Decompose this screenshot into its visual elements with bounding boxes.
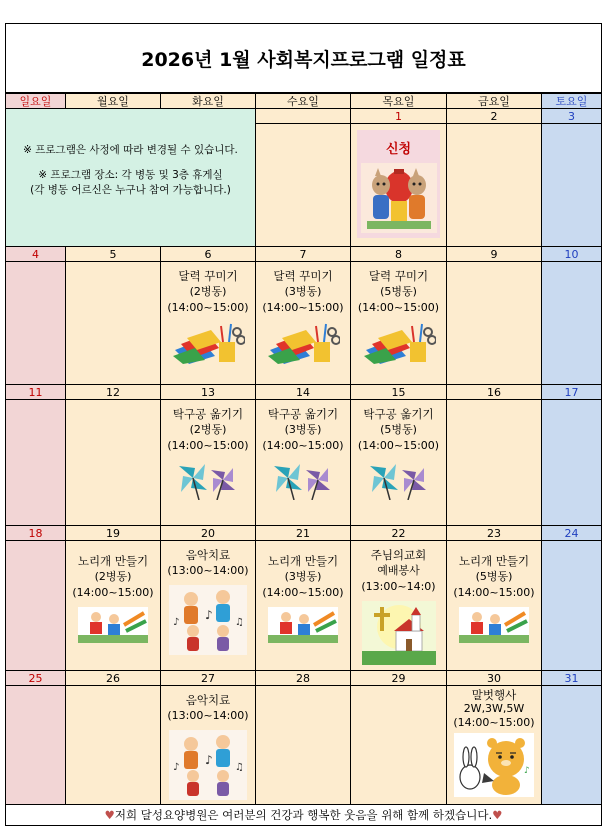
event-cell <box>160 261 256 385</box>
weekday-header-fri: 금요일 <box>446 93 542 109</box>
event-time: (13:00~14:00) <box>167 709 249 722</box>
date-cell: 3 <box>541 108 602 124</box>
svg-text:♪: ♪ <box>205 608 213 622</box>
event-title: 신청 <box>385 142 412 157</box>
notice-line-1: ※ 프로그램은 사정에 따라 변경될 수 있습니다. <box>23 144 238 156</box>
svg-text:♪: ♪ <box>173 617 180 628</box>
date-cell: 20 <box>160 525 256 541</box>
event-ward: 2W,3W,5W <box>463 702 525 715</box>
day-cell <box>5 261 66 385</box>
weekday-header-sun: 일요일 <box>5 93 66 109</box>
footer-message <box>5 804 602 826</box>
notice-box <box>5 108 256 247</box>
event-cell <box>350 399 447 526</box>
day-cell <box>255 685 351 805</box>
day-cell <box>446 399 542 526</box>
norigae-craft-icon <box>268 607 338 643</box>
event-ward: (3병동) <box>284 570 322 583</box>
svg-text:♪: ♪ <box>524 766 530 776</box>
day-cell <box>541 399 602 526</box>
event-cell <box>446 685 542 805</box>
event-time: (14:00~15:00) <box>167 439 249 452</box>
event-time: (14:00~15:00) <box>262 301 344 314</box>
weekday-header-tue: 화요일 <box>160 93 256 109</box>
svg-text:♪: ♪ <box>205 753 213 767</box>
date-cell: 25 <box>5 670 66 686</box>
day-cell <box>5 540 66 671</box>
day-cell <box>65 399 161 526</box>
event-title: 달력 꾸미기 <box>178 269 238 283</box>
weekday-header-sat: 토요일 <box>541 93 602 109</box>
church-icon <box>362 601 436 665</box>
event-time: (14:00~15:00) <box>262 586 344 599</box>
day-cell <box>541 261 602 385</box>
event-time: (14:00~15:00) <box>72 586 154 599</box>
weekday-header-wed: 수요일 <box>255 93 351 109</box>
music-therapy-icon <box>169 730 247 800</box>
newyear-horses-icon <box>361 163 437 233</box>
event-time: (14:00~15:00) <box>357 439 440 452</box>
weekday-header-thu: 목요일 <box>350 93 447 109</box>
date-cell: 5 <box>65 246 161 262</box>
day-cell <box>5 685 66 805</box>
event-cell <box>350 540 447 671</box>
event-title: 달력 꾸미기 <box>273 269 333 283</box>
svg-text:♫: ♫ <box>235 762 244 773</box>
event-cell <box>350 261 447 385</box>
svg-text:♪: ♪ <box>173 762 180 773</box>
music-therapy-icon <box>169 585 247 655</box>
weekday-header-mon: 월요일 <box>65 93 161 109</box>
date-cell: 9 <box>446 246 542 262</box>
event-cell <box>65 540 161 671</box>
event-ward: (3병동) <box>284 423 322 436</box>
date-cell: 26 <box>65 670 161 686</box>
day-cell <box>255 123 351 247</box>
event-ward: (3병동) <box>284 285 322 298</box>
event-ward: (5병동) <box>475 570 513 583</box>
day-cell-newyear <box>350 123 447 247</box>
pinwheel-icon <box>268 460 338 500</box>
date-cell: 12 <box>65 384 161 400</box>
event-title: 음악치료 <box>185 693 231 707</box>
event-title: 노리개 만들기 <box>458 554 530 568</box>
notice-line-2: ※ 프로그램 장소: 각 병동 및 3층 휴게실 <box>38 169 223 181</box>
day-cell <box>350 685 447 805</box>
event-title: 음악치료 <box>185 548 231 562</box>
event-title: 탁구공 옮기기 <box>172 407 244 421</box>
event-time: (13:00~14:0) <box>361 580 436 593</box>
event-ward: (2병동) <box>189 423 227 436</box>
date-cell: 28 <box>255 670 351 686</box>
craft-paper-scissors-icon <box>266 322 340 364</box>
page-title: 2026년 1월 사회복지프로그램 일정표 <box>5 23 602 93</box>
date-cell: 13 <box>160 384 256 400</box>
event-time: (13:00~14:00) <box>167 564 249 577</box>
svg-text:♫: ♫ <box>235 617 244 628</box>
date-cell: 4 <box>5 246 66 262</box>
day-cell <box>446 123 542 247</box>
date-cell: 14 <box>255 384 351 400</box>
date-cell: 15 <box>350 384 447 400</box>
date-cell: 24 <box>541 525 602 541</box>
date-cell: 1 <box>350 108 447 124</box>
date-cell: 21 <box>255 525 351 541</box>
event-ward: (2병동) <box>189 285 227 298</box>
event-title: 달력 꾸미기 <box>368 269 429 283</box>
event-time: (14:00~15:00) <box>262 439 344 452</box>
date-cell <box>255 108 351 124</box>
date-cell: 7 <box>255 246 351 262</box>
event-time: (14:00~15:00) <box>167 301 249 314</box>
day-cell <box>541 685 602 805</box>
event-time: (14:00~15:00) <box>453 586 535 599</box>
day-cell <box>65 685 161 805</box>
event-ward: (2병동) <box>94 570 132 583</box>
event-cell <box>160 540 256 671</box>
date-cell: 11 <box>5 384 66 400</box>
heart-icon: ♥ <box>104 808 115 822</box>
event-time: (14:00~15:00) <box>453 716 535 729</box>
pinwheel-icon <box>364 460 434 500</box>
event-title: 말벗행사 <box>471 688 517 702</box>
craft-paper-scissors-icon <box>171 322 245 364</box>
event-title: 탁구공 옮기기 <box>267 407 339 421</box>
event-cell <box>160 685 256 805</box>
date-cell: 17 <box>541 384 602 400</box>
event-time: (14:00~15:00) <box>357 301 440 314</box>
heart-icon: ♥ <box>492 808 503 822</box>
day-cell <box>446 261 542 385</box>
event-title: 노리개 만들기 <box>77 554 149 568</box>
date-cell: 23 <box>446 525 542 541</box>
date-cell: 18 <box>5 525 66 541</box>
date-cell: 10 <box>541 246 602 262</box>
date-cell: 27 <box>160 670 256 686</box>
event-title: 탁구공 옮기기 <box>363 407 434 421</box>
notice-line-3: (각 병동 어르신은 누구나 참여 가능합니다.) <box>30 184 231 196</box>
date-cell: 29 <box>350 670 447 686</box>
event-title: 주님의교회 <box>370 548 427 562</box>
day-cell <box>541 123 602 247</box>
craft-paper-scissors-icon <box>362 322 436 364</box>
event-cell <box>160 399 256 526</box>
date-cell: 6 <box>160 246 256 262</box>
date-cell: 19 <box>65 525 161 541</box>
day-cell <box>5 399 66 526</box>
norigae-craft-icon <box>459 607 529 643</box>
event-ward: (5병동) <box>380 423 417 436</box>
event-ward: 예배봉사 <box>377 564 420 577</box>
event-cell <box>255 399 351 526</box>
event-title: 노리개 만들기 <box>267 554 339 568</box>
event-cell <box>255 540 351 671</box>
bear-bunny-friends-icon <box>454 733 534 797</box>
date-cell: 16 <box>446 384 542 400</box>
event-ward: (5병동) <box>380 285 417 298</box>
day-cell <box>541 540 602 671</box>
pinwheel-icon <box>173 460 243 500</box>
date-cell: 22 <box>350 525 447 541</box>
day-cell <box>65 261 161 385</box>
date-cell: 8 <box>350 246 447 262</box>
date-cell: 30 <box>446 670 542 686</box>
norigae-craft-icon <box>78 607 148 643</box>
date-cell: 2 <box>446 108 542 124</box>
date-cell: 31 <box>541 670 602 686</box>
event-cell <box>446 540 542 671</box>
event-cell <box>255 261 351 385</box>
footer-text: 저희 달성요양병원은 여러분의 건강과 행복한 웃음을 위해 함께 하겠습니다. <box>114 808 493 822</box>
